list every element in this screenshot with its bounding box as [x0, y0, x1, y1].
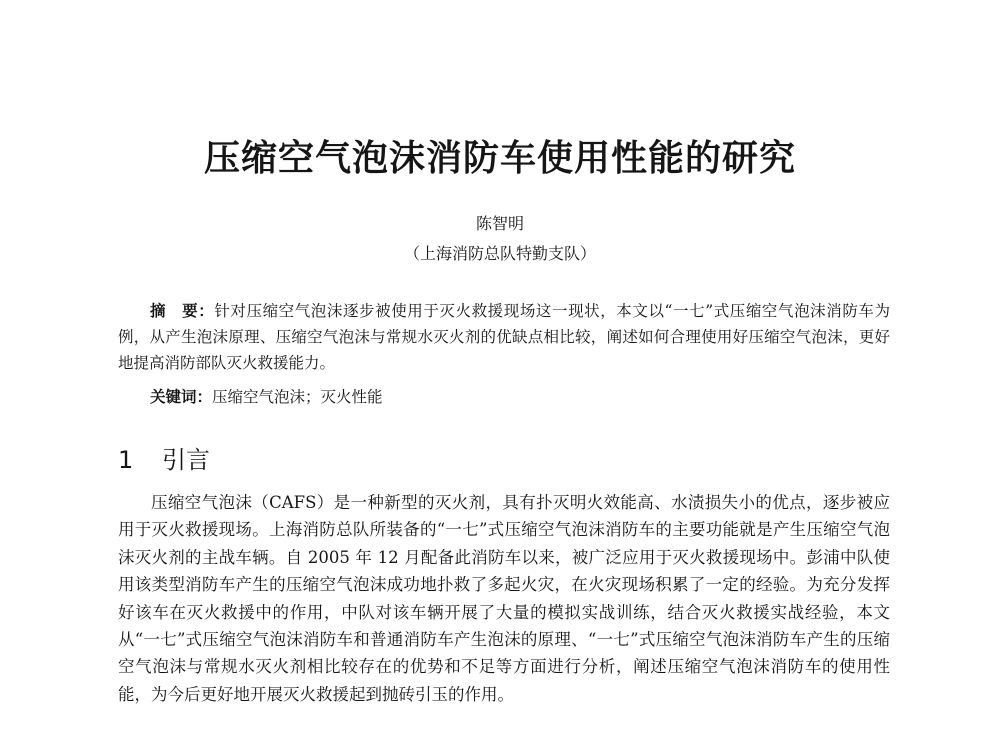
abstract-text: 针对压缩空气泡沫逐步被使用于灭火救援现场这一现状，本文以“一七”式压缩空气泡沫消防车为例，从产生泡沫原理、压缩空气泡沫与常规水灭火剂的优缺点相比较，阐述如何合理使用好压缩空气泡沫，更好地提高消防部队灭火救援能力。 [118, 302, 890, 372]
paper-title: 压缩空气泡沫消防车使用性能的研究 [203, 138, 796, 179]
body-paragraph: 压缩空气泡沫（CAFS）是一种新型的灭火剂，具有扑灭明火效能高、水渍损失小的优点，逐步被应用于灭火救援现场。上海消防总队所装备的“一七”式压缩空气泡沫消防车的主要功能就是产生压缩空气泡沫灭火剂的主战车辆。自 2005 年 12 月配备此消防车以来，被广泛应用于灭火救援现场中。彭浦中队使用该类型消防车产生的压缩空气泡沫成功地扑救了多起火灾，在火灾现场积累了一定的经验。为充分发挥好该车在灭火救援中的作用，中队对该车辆开展了大量的模拟实战训练，结合灭火救援实战经验，本文从“一七”式压缩空气泡沫消防车和普通消防车产生泡沫的原理、“一七”式压缩空气泡沫消防车产生的压缩空气泡沫与常规水灭火剂相比较存在的优势和不足等方面进行分析，阐述压缩空气泡沫消防车的使用性能，为今后更好地开展灭火救援起到抛砖引玉的作用。 [118, 493, 890, 704]
section-title: 引言 [162, 446, 210, 474]
keywords-label: 关键词： [150, 388, 213, 406]
keywords [150, 384, 890, 410]
abstract-label: 摘 要： [150, 302, 215, 320]
author-affiliation: （上海消防总队特勤支队） [403, 244, 596, 263]
keywords-text: 压缩空气泡沫；灭火性能 [212, 388, 383, 406]
author-name: 陈智明 [475, 214, 524, 233]
section-number: 1 [118, 446, 134, 474]
section-heading [118, 443, 210, 477]
abstract [118, 298, 890, 376]
